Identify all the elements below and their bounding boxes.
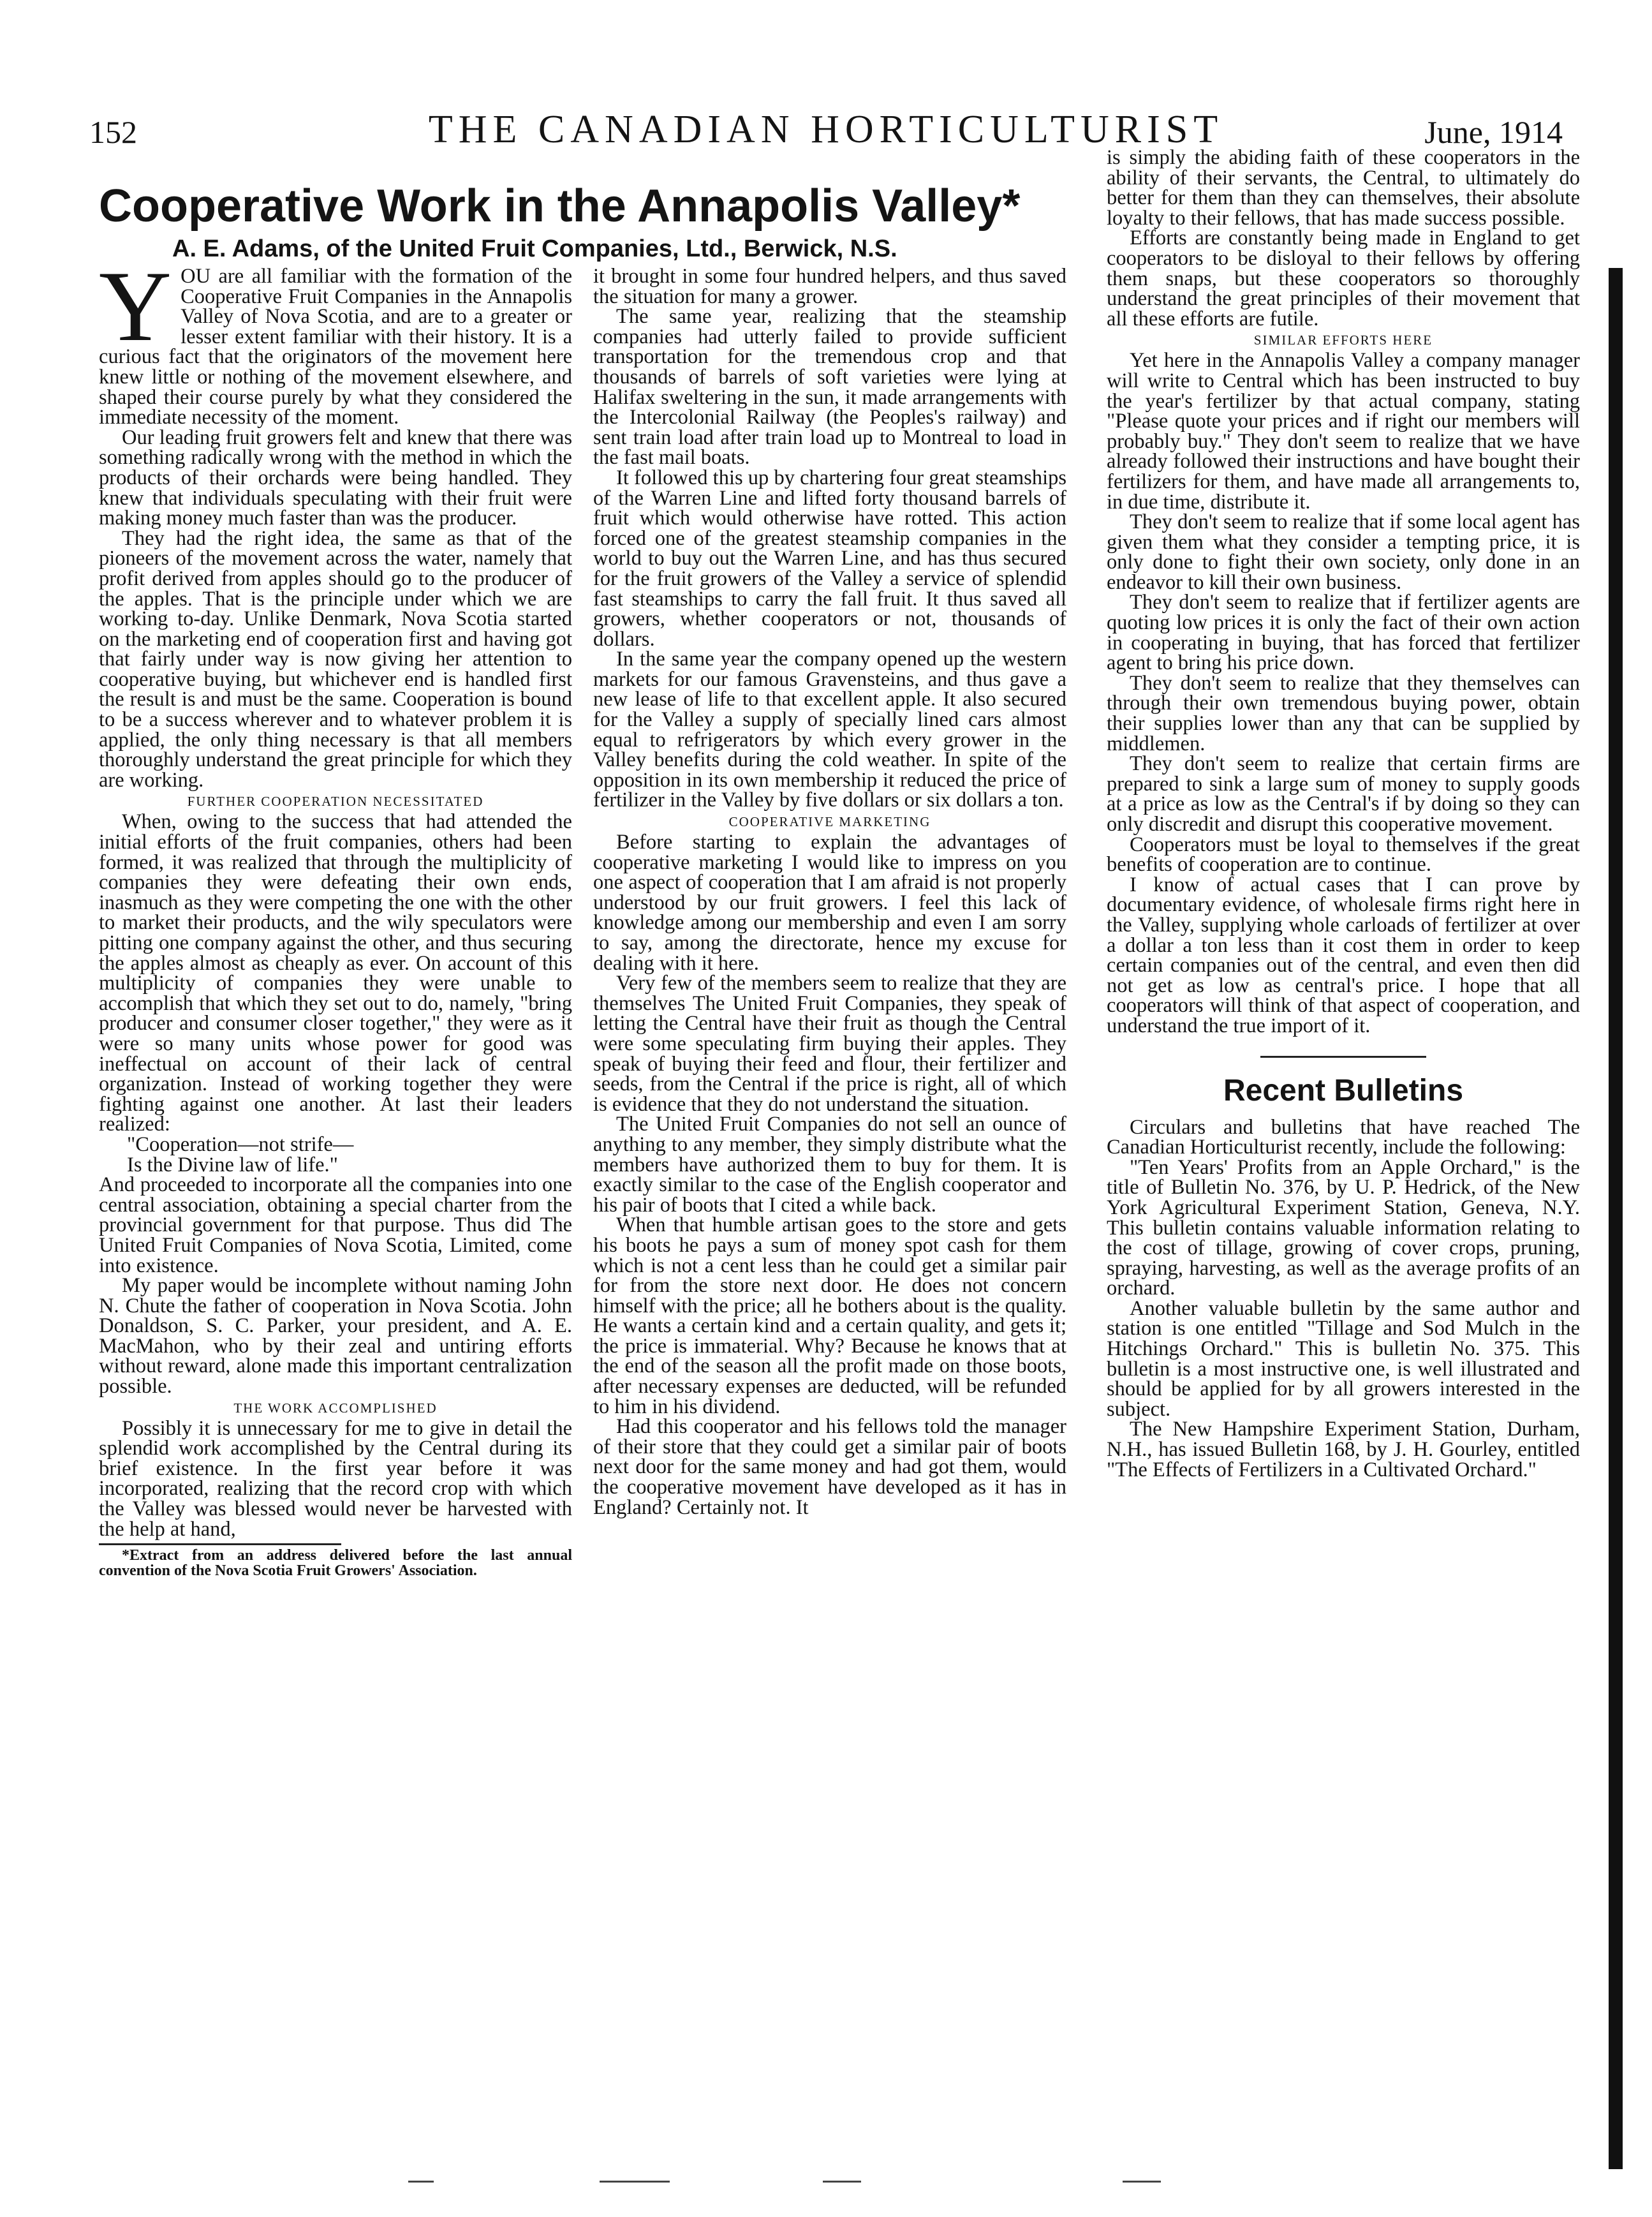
column-1 — [99, 251, 572, 1580]
paragraph: it brought in some four hundred helpers, and thus saved the situation for many a grower. — [593, 265, 1066, 308]
paragraph: YOU are all familiar with the formation of the Cooperative Fruit Companies in the Annapolis Valley of Nova Scotia, and are to a greater or lesser extent familiar with their history. It is a curious fact that the originators of the movement here knew little or nothing of the movement elsewhere, and shaped their course purely by what they considered the immediate necessity of the moment. — [99, 251, 572, 429]
paragraph: Possibly it is unnecessary for me to give in detail the splendid work accomplished by the Central during its brief existence. In the first year before it was incorporated, realizing that the record crop with which the Valley was blessed would never be harvested with the help at hand, — [99, 1416, 572, 1541]
paragraph: Cooperators must be loyal to themselves if the great benefits of cooperation are to continue. — [1107, 833, 1580, 877]
scan-mark — [823, 2181, 861, 2183]
paragraph: In the same year the company opened up the western markets for our famous Gravensteins, and thus gave a new lease of life to that excellent apple. It also secured for the Valley a supply of specially lined cars almost equal to refrigerators by which every grower in the Valley benefits during the cold weather. In spite of the opposition in its own membership it reduced the price of fertilizer in the Valley by five dollars or six dollars a ton. — [593, 648, 1066, 812]
article-title: Cooperative Work in the Annapolis Valley* — [99, 181, 1021, 232]
paragraph: And proceeded to incorporate all the companies into one central association, obtaining a special charter from the provincial government for that purpose. Thus did The United Fruit Companies of Nova Scotia, Limited, come into existence. — [99, 1173, 572, 1277]
paragraph: Efforts are constantly being made in England to get cooperators to be disloyal to their fellows by offering them snaps, but these cooperators so thoroughly understand the great principles of their movement that all these efforts are futile. — [1107, 226, 1580, 330]
paragraph: Very few of the members seem to realize that they are themselves The United Fruit Companies, they speak of letting the Central have their fruit as though the Central were some speculating firm buying their apples. They speak of buying their feed and flour, their fertilizer and seeds, from the Central if the price is right, all of which is evidence that they do not understand the situation. — [593, 972, 1066, 1116]
running-head: THE CANADIAN HORTICULTURIST — [428, 108, 1224, 151]
paragraph: When, owing to the success that had attended the initial efforts of the fruit companies, others had been formed, it was realized that through the multiplicity of companies they were defeating their own ends, inasmuch as they were competing the one with the other to market their products, and the wily speculators were pitting one company against the other, and thus securing the apples almost as cheaply as ever. On account of this multiplicity of companies they were unable to accomplish that which they set out to do, namely, "bring producer and consumer closer together," they were as it were so many units whose power for good was ineffectual on account of their lack of central organization. Instead of working together they were fighting against one another. At last their leaders realized: — [99, 810, 572, 1136]
paragraph: Our leading fruit growers felt and knew that there was something radically wrong with the method in which the products of their orchards were being handled. They knew that individuals speculating with their fruit were making money much faster than was the producer. — [99, 426, 572, 530]
scan-mark — [600, 2181, 670, 2183]
paragraph: Circulars and bulletins that have reached The Canadian Horticulturist recently, include the following: — [1107, 1115, 1580, 1159]
paragraph: My paper would be incomplete without naming John N. Chute the father of cooperation in Nova Scotia. John Donaldson, S. C. Parker, your president, and A. E. MacMahon, who by their zeal and untiring efforts without reward, alone made this important centralization possible. — [99, 1274, 572, 1398]
paragraph: Yet here in the Annapolis Valley a company manager will write to Central which has been instructed to buy the year's fertilizer by that actual company, stating "Please quote your prices and if right our members will probably buy." They don't seem to realize that we have already followed their instructions and have bought their fertilizers for them, and have made all arrangements to, in due time, distribute it. — [1107, 349, 1580, 514]
paragraph: They don't seem to realize that they themselves can through their own tremendous buying power, obtain their supplies lower than any that can be supplied by middlemen. — [1107, 671, 1580, 755]
footnote-rule — [99, 1543, 341, 1545]
paragraph: They don't seem to realize that certain firms are prepared to sink a large sum of money to supply goods at a price as low as the Central's if by doing so they can only discredit and disrupt this cooperative movement. — [1107, 752, 1580, 836]
section-subhead: THE WORK ACCOMPLISHED — [233, 1400, 438, 1416]
paragraph: They had the right idea, the same as that of the pioneers of the movement across the water, namely that profit derived from apples should go to the producer of the apples. That is the principle under which we are working to-day. Unlike Denmark, Nova Scotia started on the marketing end of cooperation first and having got that fairly under way is now giving her attention to cooperative buying, but whichever end is handled first the result is and must be the same. Cooperation is bound to be a success wherever and to whatever problem it is applied, the only thing necessary is that all members thoroughly understand the great principle for which they are working. — [99, 526, 572, 792]
scan-mark — [408, 2181, 434, 2183]
issue-date: June, 1914 — [1424, 114, 1563, 150]
paragraph: "Ten Years' Profits from an Apple Orchard," is the title of Bulletin No. 376, by U. P. Hedrick, of the New York Agricultural Experiment Station, Geneva, N.Y. This bulletin contains valuable information relating to the cost of tillage, growing of cover crops, pruning, spraying, harvesting, as well as the average profits of an orchard. — [1107, 1155, 1580, 1300]
column-3 — [1107, 148, 1580, 1480]
section-subhead: FURTHER COOPERATION NECESSITATED — [187, 794, 484, 810]
verse-quote — [99, 1132, 572, 1176]
drop-cap: Y — [99, 251, 172, 362]
column-2 — [593, 267, 1066, 1518]
page-number: 152 — [89, 114, 137, 150]
paragraph: They don't seem to realize that if fertilizer agents are quoting low prices it is only the fact of their own action in cooperating in buying, that has forced that fertilizer agent to bring his price down. — [1107, 591, 1580, 675]
paragraph: When that humble artisan goes to the store and gets his boots he pays a sum of money spot cash for them which is not a cent less than he could get a similar pair for from the store next door. He does not concern himself with the price; all he bothers about is the quality. He wants a certain kind and a certain quality, and gets it; the price is immaterial. Why? Because he knows that at the end of the season all the profit made on those boots, after necessary expenses are deducted, will be refunded to him in his dividend. — [593, 1213, 1066, 1418]
paragraph: The New Hampshire Experiment Station, Durham, N.H., has issued Bulletin 168, by J. H. Gourley, entitled "The Effects of Fertilizers in a Cultivated Orchard." — [1107, 1418, 1580, 1481]
scan-mark — [1123, 2181, 1161, 2183]
paragraph: It followed this up by chartering four great steamships of the Warren Line and lifted forty thousand barrels of fruit which would otherwise have rotted. This action forced one of the greatest steamship companies in the world to buy out the Warren Line, and has thus secured for the fruit growers of the Valley a service of splendid fast steamships to carry the fall fruit. It thus saved all growers, whether cooperators or not, thousands of dollars. — [593, 466, 1066, 651]
paragraph: The same year, realizing that the steamship companies had utterly failed to provide sufficient transportation for the tremendous crop and that thousands of barrels of soft varieties were lying at Halifax sweltering in the sun, it made arrangements with the Intercolonial Railway (the Peoples's railway) and sent train load after train load up to Montreal to load in the fast mail boats. — [593, 305, 1066, 470]
section-subhead: SIMILAR EFFORTS HERE — [1253, 332, 1433, 348]
section-subhead: COOPERATIVE MARKETING — [728, 814, 931, 830]
paragraph: Another valuable bulletin by the same author and station is one entitled "Tillage and Sod Mulch in the Hitchings Orchard." This is bulletin No. 375. This bulletin is a most instructive one, is well illustrated and should be applied for by all growers interested in the subject. — [1107, 1296, 1580, 1421]
paragraph: Had this cooperator and his fellows told the manager of their store that they could get a similar pair of boots next door for the same money and had got them, would the cooperative movement have developed as it has in England? Certainly not. It — [593, 1415, 1066, 1519]
paragraph: They don't seem to realize that if some local agent has given them what they consider a tempting price, it is only done to fight their own society, only done in an endeavor to kill their own business. — [1107, 510, 1580, 594]
paragraph: Before starting to explain the advantages of cooperative marketing I would like to impress on you one aspect of cooperation that I am afraid is not properly understood by our fruit growers. I feel this lack of knowledge among our membership and even I am sorry to say, among the directorate, hence my excuse for dealing with it here. — [593, 831, 1066, 975]
paragraph: The United Fruit Companies do not sell an ounce of anything to any member, they simply distribute what the members have authorized them to buy for them. It is exactly similar to the case of the English cooperator and his pair of boots that I cited a while back. — [593, 1113, 1066, 1217]
paragraph: I know of actual cases that I can prove by documentary evidence, of wholesale firms right here in the Valley, supplying whole carloads of fertilizer at over a dollar a ton less than it cost them in order to keep certain companies out of the central, and even then did not get as low as central's price. I hope that all cooperators will think of that aspect of cooperation, and understand the true import of it. — [1107, 873, 1580, 1037]
verse-line: "Cooperation—not strife— — [127, 1132, 354, 1156]
paragraph: is simply the abiding faith of these cooperators in the ability of their servants, the Central, to ultimately do better for them than they can themselves, their absolute loyalty to their fellows, that has made success possible. — [1107, 146, 1580, 230]
article-byline: A. E. Adams, of the United Fruit Companies, Ltd., Berwick, N.S. — [172, 235, 897, 262]
bulletins-heading: Recent Bulletins — [1223, 1073, 1464, 1108]
section-rule — [1260, 1056, 1426, 1058]
verse-line: Is the Divine law of life." — [127, 1153, 338, 1176]
footnote: *Extract from an address delivered before the last annual convention of the Nova Scotia Fruit Growers' Association. — [99, 1547, 572, 1580]
scan-edge-bar — [1609, 268, 1623, 2169]
